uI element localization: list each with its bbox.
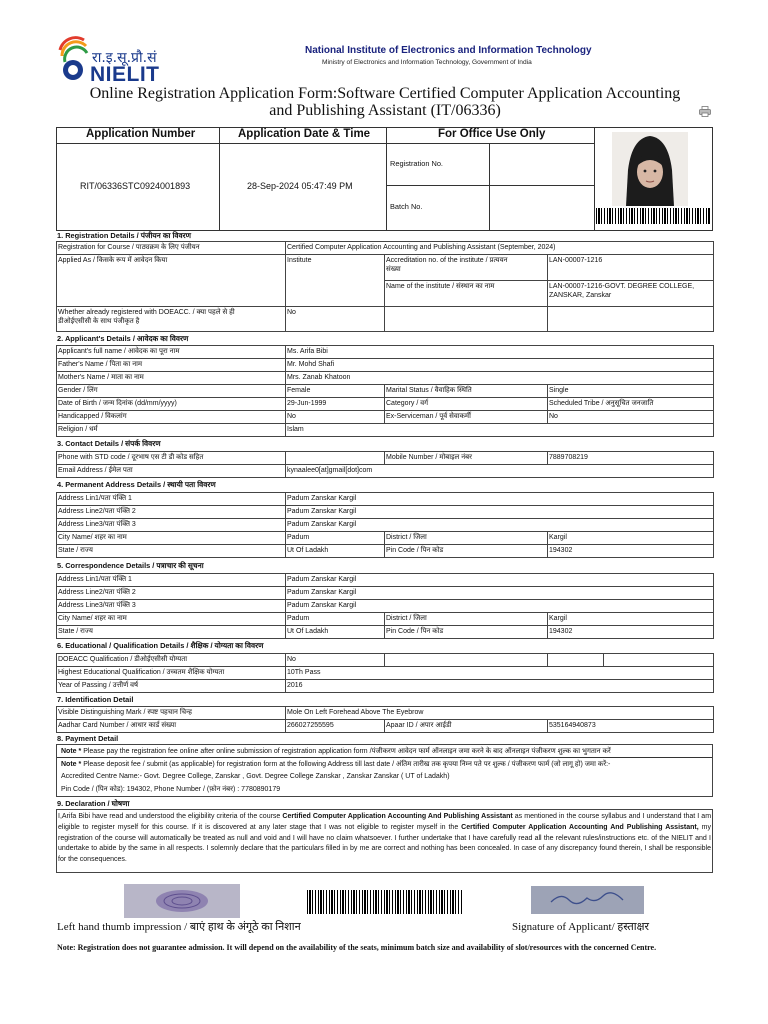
corr-line1-value: Padum Zanskar Kargil [286,574,714,587]
mother-name-label: Mother's Name / माता का नाम [57,372,286,385]
accredited-centre: Accredited Centre Name:- Govt. Degree College, Zanskar , Govt. Degree College Zanskar , Zanskar Zanskar ( UT of Ladakh) [61,773,450,780]
father-name-label: Father's Name / पिता का नाम [57,359,286,372]
registration-no-label: Registration No. [390,159,443,168]
perm-pin-label: Pin Code / पिन कोड [385,545,548,558]
application-date-value: 28-Sep-2024 05:47:49 PM [247,181,353,191]
printer-icon[interactable] [699,106,711,117]
religion-label: Religion / धर्म [57,424,286,437]
applicant-photo-image [612,132,688,206]
course-value: Certified Computer Application Accounting and Publishing Assistant (September, 2024) [286,242,714,255]
signature-caption: Signature of Applicant/ हस्ताक्षर [512,921,650,933]
institute-name-value: LAN-00007-1216-GOVT. DEGREE COLLEGE, ZANSKAR, Zanskar [548,281,714,307]
payment-note-divider [57,757,712,758]
dob-value: 29-Jun-1999 [286,398,385,411]
applicant-photo [612,132,688,206]
already-registered-label: Whether already registered with DOEACC. / क्या पहले से ही डीओईएसीसी के साथ पंजीकृत है [57,307,286,332]
office-use-header: For Office Use Only [438,128,546,140]
section-education-title: 6. Educational / Qualification Details / शैक्षिक / योग्यता का विवरण [57,641,264,650]
gender-value: Female [286,385,385,398]
thumb-impression-image [124,884,240,918]
year-of-passing-label: Year of Passing / उत्तीर्ण वर्ष [57,680,286,693]
highest-qualification-value: 10Th Pass [286,667,714,680]
logo-english-text: NIELIT [90,63,160,86]
doeacc-label: DOEACC Qualification / डीओईएसीसी योग्यता [57,654,286,667]
thumbprint-icon [124,884,240,918]
email-label: Email Address / ईमेल पता [57,465,286,478]
payment-notes-box [56,744,713,797]
perm-line1-label: Address Lin1/पता पंक्ति 1 [57,493,286,506]
col-divider-3 [594,127,595,231]
perm-district-value: Kargil [548,532,714,545]
signature-image [531,886,644,914]
admission-note: Note: Registration does not guarantee admission. It will depend on the availability of the seats, minimum batch size and availability of slot/resources with the concerned Centre. [57,943,657,952]
corr-district-label: District / जिला [385,613,548,626]
section-applicant-title: 2. Applicant's Details / आवेदक का विवरण [57,334,189,343]
perm-line2-value: Padum Zanskar Kargil [286,506,714,519]
perm-line2-label: Address Line2/पता पंक्ति 2 [57,506,286,519]
perm-pin-value: 194302 [548,545,714,558]
corr-line3-label: Address Line3/पता पंक्ति 3 [57,600,286,613]
corr-line1-label: Address Lin1/पता पंक्ति 1 [57,574,286,587]
marital-status-value: Single [548,385,714,398]
form-title-line-1: Online Registration Application Form:Software Certified Computer Application Accounting [89,85,681,102]
section-payment-title: 8. Payment Detail [57,734,119,743]
form-title [40,85,730,119]
organization-subtitle: Ministry of Electronics and Information Technology, Government of India [322,59,532,66]
section-correspondence-title: 5. Correspondence Details / पत्राचार की सूचना [57,561,204,570]
payment-note-deposit: Note * Please deposit fee / submit (as applicable) for registration form at the following Address till last date / अंतिम तारीख तक कृपया निम्न पते पर शुल्क / पंजीकरण फार्म (जो लागू हो) जमा करें:- [61,761,611,768]
father-name-value: Mr. Mohd Shafi [286,359,714,372]
applicant-name-label: Applicant's full name / आवेदक का पूरा नाम [57,346,286,359]
application-number-header: Application Number [86,128,196,140]
corr-line3-value: Padum Zanskar Kargil [286,600,714,613]
section-declaration-title: 9. Declaration / घोषणा [57,799,130,808]
col-divider-1 [219,127,220,231]
handicapped-value: No [286,411,385,424]
applicant-name-value: Ms. Arifa Bibi [286,346,714,359]
organization-title: National Institute of Electronics and Information Technology [305,45,592,56]
office-col-divider [489,144,490,231]
payment-note-online: Note * Please pay the registration fee online after online submission of registration application form /पंजीकरण आवेदन फार्म ऑनलाइन जमा करने के बाद ऑनलाइन पंजीकरण शुल्क का भुगतान करें [61,748,611,755]
religion-value: Islam [286,424,714,437]
distinguishing-mark-value: Mole On Left Forehead Above The Eyebrow [286,707,714,720]
section-contact-title: 3. Contact Details / संपर्क विवरण [57,439,161,448]
application-number-value: RIT/06336STC0924001893 [80,181,191,191]
apaar-value: 535164940873 [548,720,714,733]
institute-name-label: Name of the institute / संस्थान का नाम [385,281,548,307]
correspondence-address-table [56,573,714,639]
col-divider-2 [386,127,387,231]
corr-line2-label: Address Line2/पता पंक्ति 2 [57,587,286,600]
ex-serviceman-label: Ex-Serviceman / पूर्व सेवाकर्मी [385,411,548,424]
accreditation-label: Accreditation no. of the institute / प्रत्ययन संख्या [385,255,548,281]
perm-line3-value: Padum Zanskar Kargil [286,519,714,532]
perm-line3-label: Address Line3/पता पंक्ति 3 [57,519,286,532]
application-date-header: Application Date & Time [238,128,371,140]
category-label: Category / वर्ग [385,398,548,411]
doeacc-value: No [286,654,385,667]
perm-city-value: Padum [286,532,385,545]
corr-pin-value: 194302 [548,626,714,639]
mother-name-value: Mrs. Zanab Khatoon [286,372,714,385]
aadhar-label: Aadhar Card Number / आधार कार्ड संख्या [57,720,286,733]
phone-value [286,452,385,465]
corr-pin-label: Pin Code / पिन कोड [385,626,548,639]
dob-label: Date of Birth / जन्म दिनांक (dd/mm/yyyy) [57,398,286,411]
gender-label: Gender / लिंग [57,385,286,398]
year-of-passing-value: 2016 [286,680,714,693]
perm-state-value: Ut Of Ladakh [286,545,385,558]
handicapped-label: Handicapped / विकलांग [57,411,286,424]
apaar-label: Apaar ID / अपार आईडी [385,720,548,733]
declaration-text: I,Arifa Bibi have read and understood the eligibility criteria of the course Certified Computer Application Accounting And Publishing Assistant as mentioned in the course syllabus and I understand that I am eligible to register myself for this course. If it is discovered at any later stage that I was not eligible to register myself in the Certified Computer Application Accounting And Publishing Assistant, my registration of the course will automatically be treated as null and void and I will have no claim whatsoever. I further undertake that I have carefully read all the relevant rules/instructions etc. of the NIELIT and I undertake to abide by the same in all respects. I solemnly declare that the particulars filled in by me are correct and nothing has been concealed. In case of any discrepancy found therein, I shall be responsible for the consequences. [56,809,713,873]
signature-icon [531,886,644,914]
corr-city-value: Padum [286,613,385,626]
course-label: Registration for Course / पाठ्यक्रम के लिए पंजीयन [57,242,286,255]
section-identification-title: 7. Identification Detail [57,695,134,704]
applied-as-value: Institute [286,255,385,307]
office-row-divider [386,185,594,186]
phone-label: Phone with STD code / दूरभाष एस टी डी कोड सहित [57,452,286,465]
application-barcode [307,890,463,914]
ex-serviceman-value: No [548,411,714,424]
photo-barcode [596,208,711,224]
already-registered-value: No [286,307,385,332]
corr-state-value: Ut Of Ladakh [286,626,385,639]
section-permanent-title: 4. Permanent Address Details / स्थायी पता विवरण [57,480,216,489]
applicant-details-table [56,345,714,437]
marital-status-label: Marital Status / वैवाहिक स्थिति [385,385,548,398]
email-value: kynaalee0[at]gmail[dot]com [286,465,714,478]
applied-as-label: Applied As / किसके रूप में आवेदन किया [57,255,286,307]
corr-line2-value: Padum Zanskar Kargil [286,587,714,600]
mobile-value: 7889708219 [548,452,714,465]
perm-line1-value: Padum Zanskar Kargil [286,493,714,506]
accreditation-value: LAN-00007-1216 [548,255,714,281]
form-title-line-2: and Publishing Assistant (IT/06336) [269,102,501,119]
perm-district-label: District / जिला [385,532,548,545]
identification-table [56,706,714,733]
corr-city-label: City Name/ शहर का नाम [57,613,286,626]
education-details-table [56,653,714,693]
nielit-logo [56,36,176,88]
highest-qualification-label: Highest Educational Qualification / उच्चतम शैक्षिक योग्यता [57,667,286,680]
batch-no-label: Batch No. [390,202,423,211]
logo-hindi-text: रा.इ.सू.प्रौ.सं [92,50,157,66]
distinguishing-mark-label: Visible Distinguishing Mark / स्पष्ट पहचान चिन्ह [57,707,286,720]
permanent-address-table [56,492,714,558]
registration-details-table [56,241,714,332]
contact-details-table [56,451,714,478]
mobile-label: Mobile Number / मोबाइल नंबर [385,452,548,465]
aadhar-value: 266027255595 [286,720,385,733]
category-value: Scheduled Tribe / अनुसूचित जनजाति [548,398,714,411]
perm-state-label: State / राज्य [57,545,286,558]
thumb-impression-caption: Left hand thumb impression / बाएं हाथ के अंगूठे का निशान [57,921,301,933]
centre-pin-phone: Pin Code / (पिन कोड): 194302, Phone Number / (फ़ोन नंबर) : 7780890179 [61,786,281,793]
perm-city-label: City Name/ शहर का नाम [57,532,286,545]
section-registration-title: 1. Registration Details / पंजीयन का विवरण [57,231,191,240]
corr-district-value: Kargil [548,613,714,626]
corr-state-label: State / राज्य [57,626,286,639]
